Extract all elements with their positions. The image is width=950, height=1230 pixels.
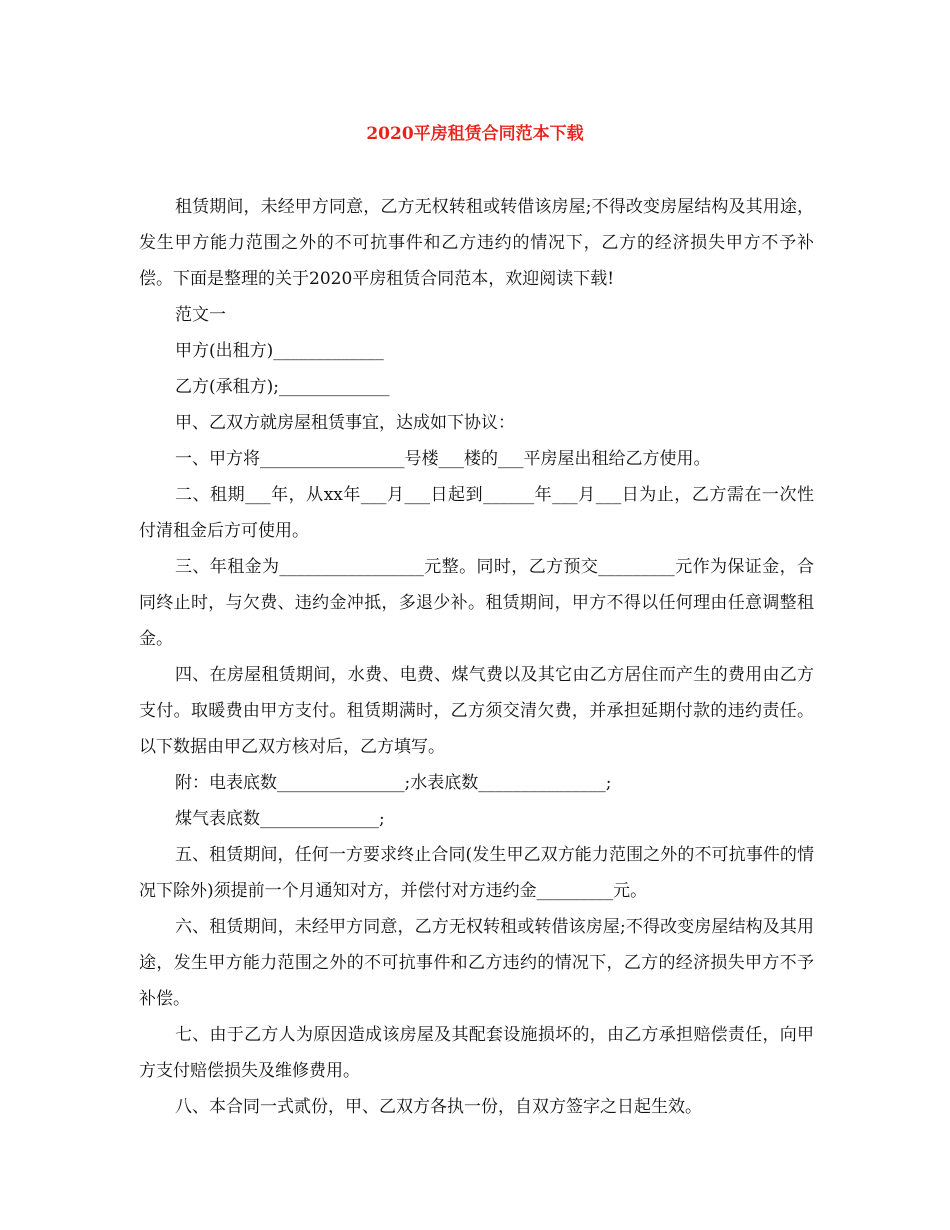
paragraph-intro: 租赁期间，未经甲方同意，乙方无权转租或转借该房屋;不得改变房屋结构及其用途，发生甲方能力范围之外的不可抗事件和乙方违约的情况下，乙方的经济损失甲方不予补偿。下面是整理的关于2020平房租赁合同范本，欢迎阅读下载!	[139, 197, 814, 289]
paragraph-clause-7: 七、由于乙方人为原因造成该房屋及其配套设施损坏的，由乙方承担赔偿责任，向甲方支付赔偿损失及维修费用。	[139, 1025, 814, 1081]
paragraph-gas-meter: 煤气表底数______________;	[175, 809, 385, 829]
paragraph-sample-heading: 范文一	[175, 305, 226, 325]
document-body	[139, 189, 814, 1125]
paragraph-clause-3: 三、年租金为_________________元整。同时，乙方预交_________元作为保证金，合同终止时，与欠费、违约金冲抵，多退少补。租赁期间，甲方不得以任何理由任意调整租金。	[139, 557, 814, 649]
paragraph-clause-4: 四、在房屋租赁期间，水费、电费、煤气费以及其它由乙方居住而产生的费用由乙方支付。取暖费由甲方支付。租赁期满时，乙方须交清欠费，并承担延期付款的违约责任。以下数据由甲乙双方核对后，乙方填写。	[139, 665, 814, 757]
paragraph-clause-8: 八、本合同一式贰份，甲、乙双方各执一份，自双方签字之日起生效。	[175, 1097, 702, 1117]
paragraph-agreement: 甲、乙双方就房屋租赁事宜，达成如下协议：	[175, 413, 515, 433]
paragraph-party-b: 乙方(承租方);_____________	[175, 377, 390, 397]
paragraph-clause-2: 二、租期___年，从xx年___月___日起到______年___月___日为止，乙方需在一次性付清租金后方可使用。	[139, 485, 814, 541]
document-title: 2020平房租赁合同范本下载	[366, 124, 584, 144]
paragraph-party-a: 甲方(出租方)_____________	[175, 341, 384, 361]
paragraph-meter-readings: 附：电表底数_______________;水表底数_______________;	[175, 773, 612, 793]
paragraph-clause-5: 五、租赁期间，任何一方要求终止合同(发生甲乙双方能力范围之外的不可抗事件的情况下除外)须提前一个月通知对方，并偿付对方违约金_________元。	[139, 845, 814, 901]
paragraph-clause-1: 一、甲方将_________________号楼___楼的___平房屋出租给乙方使用。	[175, 449, 711, 469]
paragraph-clause-6: 六、租赁期间，未经甲方同意，乙方无权转租或转借该房屋;不得改变房屋结构及其用途，发生甲方能力范围之外的不可抗事件和乙方违约的情况下，乙方的经济损失甲方不予补偿。	[139, 917, 814, 1009]
